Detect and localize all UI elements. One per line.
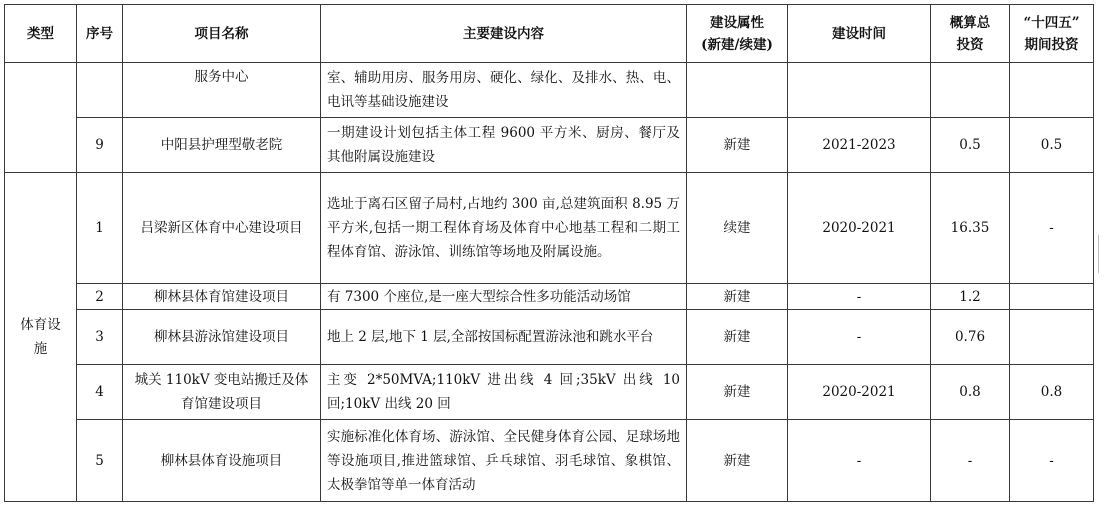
header-fy-line2: 期间投资 bbox=[1024, 36, 1079, 53]
page-edge-mark bbox=[1098, 235, 1105, 273]
time-cell: - bbox=[788, 284, 931, 310]
attr-cell: 新建 bbox=[687, 310, 788, 365]
seq-cell: 3 bbox=[77, 310, 123, 365]
header-invest bbox=[931, 5, 1010, 63]
table-row bbox=[5, 310, 1094, 365]
time-cell: - bbox=[788, 310, 931, 365]
header-fy-line1: “十四五” bbox=[1023, 14, 1080, 31]
fy-cell bbox=[1010, 284, 1094, 310]
fy-cell: - bbox=[1010, 420, 1094, 502]
header-attr bbox=[687, 5, 788, 63]
table-row bbox=[5, 284, 1094, 310]
seq-cell: 2 bbox=[77, 284, 123, 310]
invest-cell: 0.5 bbox=[931, 118, 1010, 173]
attr-cell: 续建 bbox=[687, 173, 788, 284]
header-time: 建设时间 bbox=[788, 5, 931, 63]
time-cell: 2020-2021 bbox=[788, 173, 931, 284]
table-row bbox=[5, 118, 1094, 173]
attr-cell: 新建 bbox=[687, 284, 788, 310]
header-attr-line2: (新建/续建) bbox=[701, 36, 773, 53]
content-cell: 一期建设计划包括主体工程 9600 平方米、厨房、餐厅及其他附属设施建设 bbox=[321, 118, 687, 173]
content-cell: 有 7300 个座位,是一座大型综合性多功能活动场馆 bbox=[321, 284, 687, 310]
seq-cell: 9 bbox=[77, 118, 123, 173]
seq-cell: 5 bbox=[77, 420, 123, 502]
header-row bbox=[5, 5, 1094, 63]
name-cell: 柳林县体育馆建设项目 bbox=[123, 284, 321, 310]
table-row bbox=[5, 365, 1094, 420]
name-cell: 柳林县游泳馆建设项目 bbox=[123, 310, 321, 365]
fy-cell bbox=[1010, 63, 1094, 118]
header-seq: 序号 bbox=[77, 5, 123, 63]
content-cell: 实施标准化体育场、游泳馆、全民健身体育公园、足球场地等设施项目,推进篮球馆、乒乓球馆、羽毛球馆、象棋馆、太极拳馆等单一体育活动 bbox=[321, 420, 687, 502]
name-cell: 服务中心 bbox=[123, 63, 321, 118]
project-table bbox=[4, 4, 1094, 502]
fy-cell: - bbox=[1010, 173, 1094, 284]
header-invest-line1: 概算总 bbox=[949, 14, 991, 31]
content-cell: 室、辅助用房、服务用房、硬化、绿化、及排水、热、电、电讯等基础设施建设 bbox=[321, 63, 687, 118]
content-cell: 选址于离石区留子局村,占地约 300 亩,总建筑面积 8.95 万平方米,包括一期工程体育场及体育中心地基工程和二期工程体育馆、游泳馆、训练馆等场地及附属设施。 bbox=[321, 173, 687, 284]
time-cell: - bbox=[788, 420, 931, 502]
header-name: 项目名称 bbox=[123, 5, 321, 63]
table-row bbox=[5, 63, 1094, 118]
header-invest-line2: 投资 bbox=[956, 36, 984, 53]
fy-cell: 0.8 bbox=[1010, 365, 1094, 420]
table-row bbox=[5, 173, 1094, 284]
fy-cell: 0.5 bbox=[1010, 118, 1094, 173]
name-cell: 城关 110kV 变电站搬迁及体育馆建设项目 bbox=[123, 365, 321, 420]
seq-cell: 1 bbox=[77, 173, 123, 284]
time-cell: 2021-2023 bbox=[788, 118, 931, 173]
attr-cell bbox=[687, 63, 788, 118]
time-cell bbox=[788, 63, 931, 118]
invest-cell: 1.2 bbox=[931, 284, 1010, 310]
attr-cell: 新建 bbox=[687, 365, 788, 420]
fy-cell bbox=[1010, 310, 1094, 365]
attr-cell: 新建 bbox=[687, 420, 788, 502]
table-row bbox=[5, 420, 1094, 502]
name-cell: 柳林县体育设施项目 bbox=[123, 420, 321, 502]
content-cell: 主变 2*50MVA;110kV 进出线 4 回;35kV 出线 10 回;10kV 出线 20 回 bbox=[321, 365, 687, 420]
invest-cell: 0.8 bbox=[931, 365, 1010, 420]
category-cell: 体育设施 bbox=[5, 173, 77, 502]
header-content: 主要建设内容 bbox=[321, 5, 687, 63]
attr-cell: 新建 bbox=[687, 118, 788, 173]
content-cell: 地上 2 层,地下 1 层,全部按国标配置游泳池和跳水平台 bbox=[321, 310, 687, 365]
seq-cell: 4 bbox=[77, 365, 123, 420]
name-cell: 中阳县护理型敬老院 bbox=[123, 118, 321, 173]
invest-cell: 0.76 bbox=[931, 310, 1010, 365]
header-attr-line1: 建设属性 bbox=[710, 14, 764, 31]
invest-cell: 16.35 bbox=[931, 173, 1010, 284]
seq-cell bbox=[77, 63, 123, 118]
category-cell-empty bbox=[5, 63, 77, 173]
header-fy bbox=[1010, 5, 1094, 63]
invest-cell bbox=[931, 63, 1010, 118]
header-type: 类型 bbox=[5, 5, 77, 63]
time-cell: 2020-2021 bbox=[788, 365, 931, 420]
name-cell: 吕梁新区体育中心建设项目 bbox=[123, 173, 321, 284]
invest-cell: - bbox=[931, 420, 1010, 502]
